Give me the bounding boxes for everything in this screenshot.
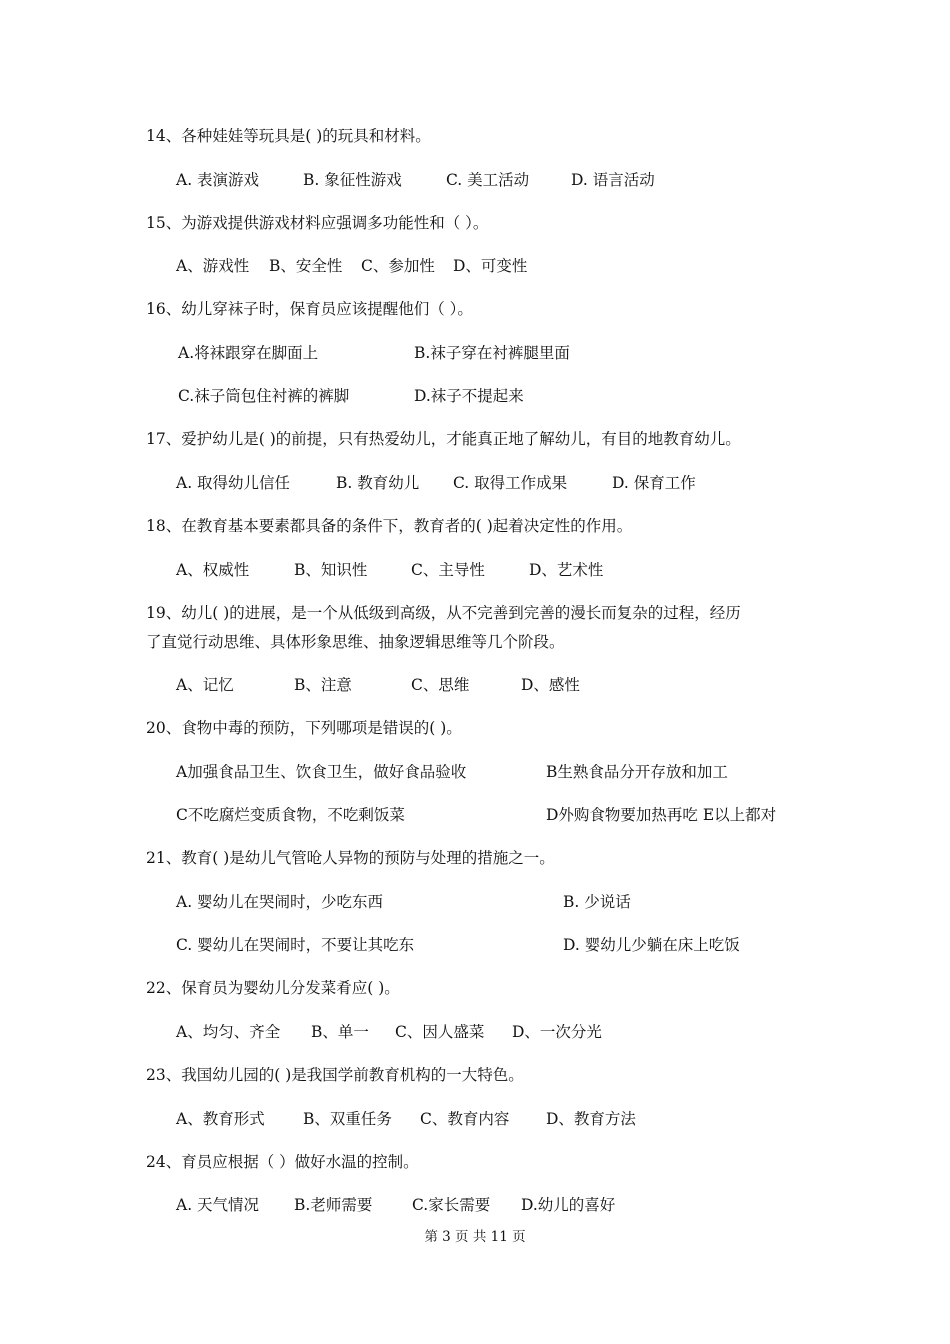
question-19-option-c: C、思维 (411, 676, 470, 694)
question-16-stem: 16、幼儿穿袜子时，保育员应该提醒他们（ ）。 (146, 300, 473, 318)
question-19-option-d: D、感性 (521, 676, 580, 694)
question-21-option-d: D. 婴幼儿少躺在床上吃饭 (563, 936, 740, 954)
question-21-option-a: A. 婴幼儿在哭闹时，少吃东西 (176, 893, 384, 911)
question-19-option-b: B、注意 (294, 676, 352, 694)
question-17-option-a: A. 取得幼儿信任 (176, 474, 291, 492)
question-16-option-a: A.将袜跟穿在脚面上 (178, 344, 319, 362)
question-23-stem: 23、我国幼儿园的( )是我国学前教育机构的一大特色。 (146, 1066, 524, 1084)
question-15-stem: 15、为游戏提供游戏材料应强调多功能性和（ ）。 (146, 214, 489, 232)
question-23-option-b: B、双重任务 (303, 1110, 392, 1128)
question-24-option-d: D.幼儿的喜好 (521, 1196, 616, 1214)
page-number-footer: 第 3 页 共 11 页 (424, 1229, 526, 1245)
question-14-option-b: B. 象征性游戏 (303, 171, 402, 189)
question-18-option-d: D、艺术性 (529, 561, 604, 579)
question-14-option-a: A. 表演游戏 (176, 171, 260, 189)
question-19-stem-continued: 了直觉行动思维、具体形象思维、抽象逻辑思维等几个阶段。 (146, 633, 565, 651)
question-18-stem: 18、在教育基本要素都具备的条件下，教育者的( )起着决定性的作用。 (146, 517, 633, 535)
question-14-stem: 14、各种娃娃等玩具是( )的玩具和材料。 (146, 127, 431, 145)
question-17-option-d: D. 保育工作 (612, 474, 696, 492)
question-22-option-a: A、均匀、齐全 (176, 1023, 281, 1041)
question-20-stem: 20、食物中毒的预防，下列哪项是错误的( )。 (146, 719, 462, 737)
question-19-stem: 19、幼儿( )的进展，是一个从低级到高级，从不完善到完善的漫长而复杂的过程，经历 (146, 604, 741, 622)
question-20-option-c: C不吃腐烂变质食物，不吃剩饭菜 (176, 806, 405, 824)
question-23-option-d: D、教育方法 (546, 1110, 636, 1128)
question-23-option-c: C、教育内容 (420, 1110, 510, 1128)
question-18-option-a: A、权威性 (176, 561, 250, 579)
question-24-option-b: B.老师需要 (294, 1196, 373, 1214)
question-17-option-b: B. 教育幼儿 (336, 474, 420, 492)
question-23-option-a: A、教育形式 (176, 1110, 265, 1128)
question-15-option-c: C、参加性 (361, 257, 435, 275)
question-24-option-c: C.家长需要 (412, 1196, 491, 1214)
question-24-stem: 24、育员应根据（ ）做好水温的控制。 (146, 1153, 419, 1171)
question-20-option-b: B生熟食品分开存放和加工 (546, 763, 728, 781)
question-22-option-b: B、单一 (311, 1023, 369, 1041)
question-17-stem: 17、爱护幼儿是( )的前提，只有热爱幼儿，才能真正地了解幼儿，有目的地教育幼儿。 (146, 430, 741, 448)
question-21-stem: 21、教育( )是幼儿气管呛人异物的预防与处理的措施之一。 (146, 849, 555, 867)
question-20-option-a: A加强食品卫生、饮食卫生，做好食品验收 (176, 763, 467, 781)
question-14-option-d: D. 语言活动 (571, 171, 655, 189)
question-19-option-a: A、记忆 (176, 676, 234, 694)
question-22-stem: 22、保育员为婴幼儿分发菜肴应( )。 (146, 979, 400, 997)
question-18-option-c: C、主导性 (411, 561, 485, 579)
question-14-option-c: C. 美工活动 (446, 171, 530, 189)
question-20-option-d: D外购食物要加热再吃 E以上都对 (546, 806, 777, 824)
question-17-option-c: C. 取得工作成果 (453, 474, 568, 492)
question-22-option-c: C、因人盛菜 (395, 1023, 485, 1041)
question-18-option-b: B、知识性 (294, 561, 368, 579)
question-16-option-b: B.袜子穿在衬裤腿里面 (414, 344, 570, 362)
question-21-option-c: C. 婴幼儿在哭闹时，不要让其吃东 (176, 936, 415, 954)
question-22-option-d: D、一次分光 (512, 1023, 602, 1041)
question-16-option-c: C.袜子筒包住衬裤的裤脚 (178, 387, 350, 405)
question-24-option-a: A. 天气情况 (176, 1196, 260, 1214)
question-15-option-a: A、游戏性 (176, 257, 250, 275)
question-15-option-b: B、安全性 (269, 257, 343, 275)
question-21-option-b: B. 少说话 (563, 893, 631, 911)
question-15-option-d: D、可变性 (453, 257, 528, 275)
question-16-option-d: D.袜子不提起来 (414, 387, 524, 405)
